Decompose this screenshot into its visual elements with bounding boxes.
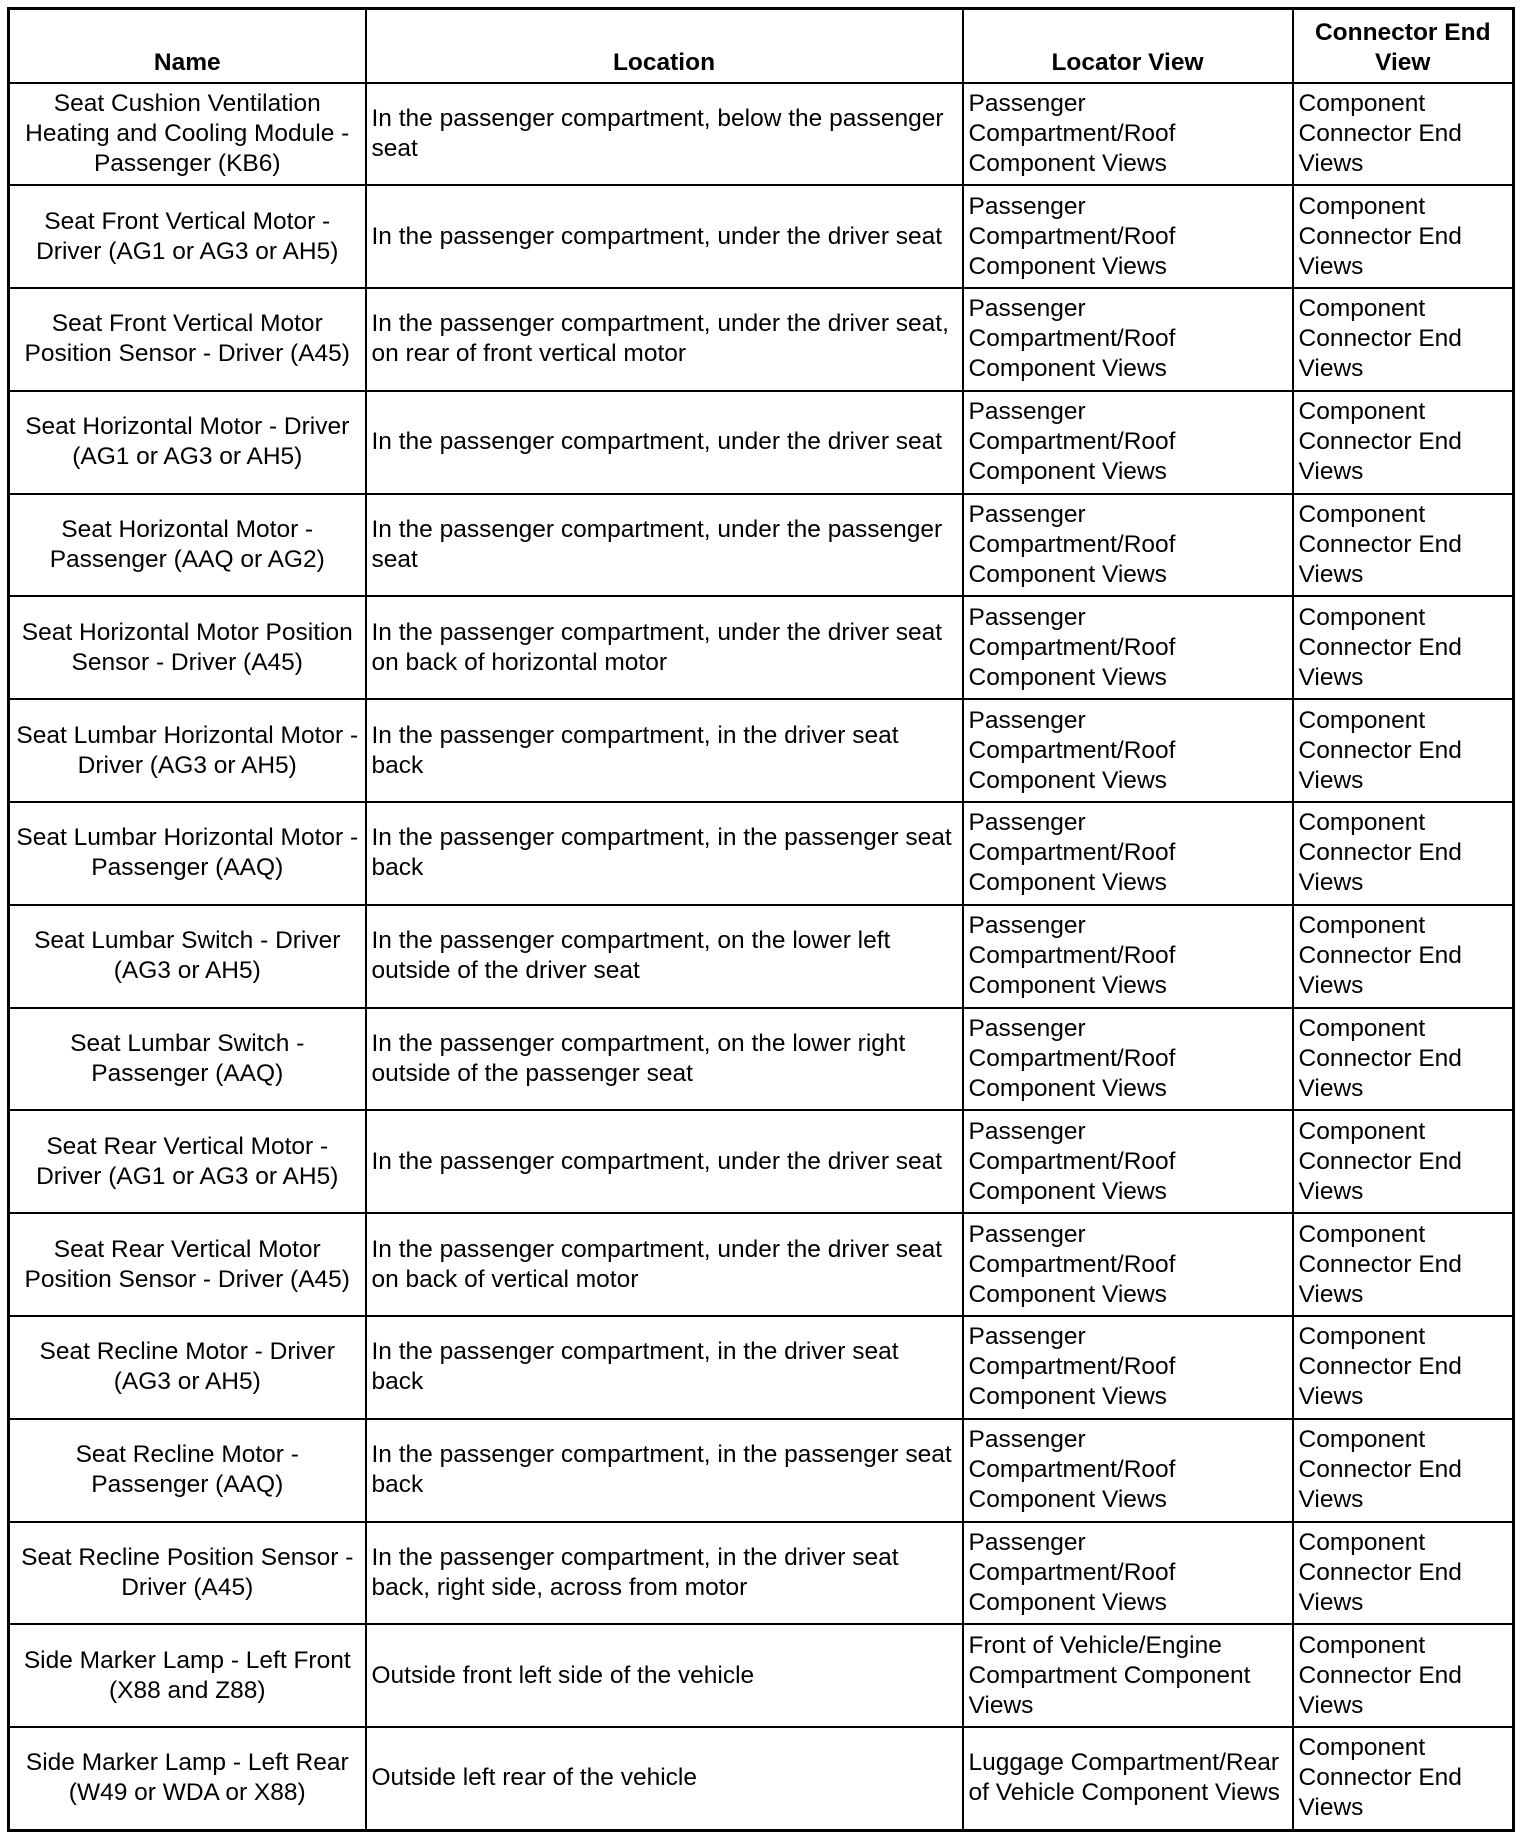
cell-location: Outside left rear of the vehicle — [366, 1727, 963, 1830]
table-row — [9, 288, 1514, 391]
table-row — [9, 83, 1514, 186]
cell-locator-view: Passenger Compartment/Roof Component Views — [963, 288, 1293, 391]
cell-connector-end-view: Component Connector End Views — [1293, 391, 1514, 494]
cell-connector-end-view: Component Connector End Views — [1293, 905, 1514, 1008]
cell-name: Side Marker Lamp - Left Rear (W49 or WDA or X88) — [9, 1727, 366, 1830]
table-row — [9, 391, 1514, 494]
cell-locator-view: Front of Vehicle/Engine Compartment Component Views — [963, 1624, 1293, 1727]
cell-connector-end-view: Component Connector End Views — [1293, 185, 1514, 288]
cell-name: Side Marker Lamp - Left Front (X88 and Z88) — [9, 1624, 366, 1727]
cell-location: In the passenger compartment, under the driver seat on back of horizontal motor — [366, 596, 963, 699]
cell-name: Seat Horizontal Motor - Passenger (AAQ or AG2) — [9, 494, 366, 597]
cell-name: Seat Lumbar Horizontal Motor - Passenger (AAQ) — [9, 802, 366, 905]
cell-locator-view: Passenger Compartment/Roof Component Views — [963, 1316, 1293, 1419]
cell-location: In the passenger compartment, under the driver seat — [366, 391, 963, 494]
cell-locator-view: Passenger Compartment/Roof Component Views — [963, 596, 1293, 699]
table-row — [9, 1316, 1514, 1419]
cell-connector-end-view: Component Connector End Views — [1293, 1624, 1514, 1727]
component-locator-table — [7, 7, 1515, 1832]
table-row — [9, 185, 1514, 288]
cell-location: In the passenger compartment, on the lower right outside of the passenger seat — [366, 1008, 963, 1111]
cell-locator-view: Passenger Compartment/Roof Component Views — [963, 905, 1293, 1008]
cell-connector-end-view: Component Connector End Views — [1293, 1110, 1514, 1213]
cell-location: In the passenger compartment, under the driver seat, on rear of front vertical motor — [366, 288, 963, 391]
cell-location: In the passenger compartment, below the passenger seat — [366, 83, 963, 186]
table-row — [9, 1624, 1514, 1727]
cell-location: In the passenger compartment, under the driver seat — [366, 1110, 963, 1213]
cell-connector-end-view: Component Connector End Views — [1293, 1213, 1514, 1316]
cell-location: In the passenger compartment, under the driver seat on back of vertical motor — [366, 1213, 963, 1316]
cell-name: Seat Lumbar Horizontal Motor - Driver (AG3 or AH5) — [9, 699, 366, 802]
cell-locator-view: Passenger Compartment/Roof Component Views — [963, 699, 1293, 802]
cell-location: In the passenger compartment, under the driver seat — [366, 185, 963, 288]
header-name: Name — [9, 9, 366, 83]
cell-locator-view: Passenger Compartment/Roof Component Views — [963, 494, 1293, 597]
cell-locator-view: Passenger Compartment/Roof Component Views — [963, 83, 1293, 186]
cell-connector-end-view: Component Connector End Views — [1293, 1522, 1514, 1625]
table-row — [9, 1727, 1514, 1830]
cell-connector-end-view: Component Connector End Views — [1293, 83, 1514, 186]
header-connector-end-view: Connector End View — [1293, 9, 1514, 83]
cell-connector-end-view: Component Connector End Views — [1293, 699, 1514, 802]
cell-connector-end-view: Component Connector End Views — [1293, 288, 1514, 391]
cell-locator-view: Passenger Compartment/Roof Component Views — [963, 1008, 1293, 1111]
cell-connector-end-view: Component Connector End Views — [1293, 596, 1514, 699]
cell-name: Seat Rear Vertical Motor Position Sensor - Driver (A45) — [9, 1213, 366, 1316]
cell-location: In the passenger compartment, under the passenger seat — [366, 494, 963, 597]
cell-locator-view: Luggage Compartment/Rear of Vehicle Component Views — [963, 1727, 1293, 1830]
cell-locator-view: Passenger Compartment/Roof Component Views — [963, 1213, 1293, 1316]
cell-locator-view: Passenger Compartment/Roof Component Views — [963, 1419, 1293, 1522]
table-row — [9, 1213, 1514, 1316]
table-row — [9, 802, 1514, 905]
cell-locator-view: Passenger Compartment/Roof Component Views — [963, 802, 1293, 905]
header-location: Location — [366, 9, 963, 83]
cell-name: Seat Recline Motor - Passenger (AAQ) — [9, 1419, 366, 1522]
cell-name: Seat Rear Vertical Motor - Driver (AG1 or AG3 or AH5) — [9, 1110, 366, 1213]
cell-location: In the passenger compartment, in the passenger seat back — [366, 802, 963, 905]
cell-name: Seat Lumbar Switch - Driver (AG3 or AH5) — [9, 905, 366, 1008]
table-row — [9, 1008, 1514, 1111]
cell-connector-end-view: Component Connector End Views — [1293, 1419, 1514, 1522]
table-row — [9, 699, 1514, 802]
cell-locator-view: Passenger Compartment/Roof Component Views — [963, 391, 1293, 494]
table-row — [9, 1110, 1514, 1213]
table-row — [9, 905, 1514, 1008]
table-row — [9, 596, 1514, 699]
cell-locator-view: Passenger Compartment/Roof Component Views — [963, 1110, 1293, 1213]
cell-locator-view: Passenger Compartment/Roof Component Views — [963, 1522, 1293, 1625]
cell-name: Seat Horizontal Motor Position Sensor - Driver (A45) — [9, 596, 366, 699]
cell-locator-view: Passenger Compartment/Roof Component Views — [963, 185, 1293, 288]
cell-location: In the passenger compartment, in the driver seat back — [366, 699, 963, 802]
cell-location: Outside front left side of the vehicle — [366, 1624, 963, 1727]
cell-location: In the passenger compartment, in the driver seat back — [366, 1316, 963, 1419]
cell-connector-end-view: Component Connector End Views — [1293, 494, 1514, 597]
cell-connector-end-view: Component Connector End Views — [1293, 802, 1514, 905]
table-row — [9, 1419, 1514, 1522]
cell-connector-end-view: Component Connector End Views — [1293, 1727, 1514, 1830]
header-locator-view: Locator View — [963, 9, 1293, 83]
cell-connector-end-view: Component Connector End Views — [1293, 1316, 1514, 1419]
table-row — [9, 1522, 1514, 1625]
cell-name: Seat Recline Motor - Driver (AG3 or AH5) — [9, 1316, 366, 1419]
cell-location: In the passenger compartment, in the passenger seat back — [366, 1419, 963, 1522]
header-row — [9, 9, 1514, 83]
cell-location: In the passenger compartment, in the driver seat back, right side, across from motor — [366, 1522, 963, 1625]
cell-name: Seat Horizontal Motor - Driver (AG1 or AG3 or AH5) — [9, 391, 366, 494]
cell-name: Seat Cushion Ventilation Heating and Cooling Module - Passenger (KB6) — [9, 83, 366, 186]
cell-connector-end-view: Component Connector End Views — [1293, 1008, 1514, 1111]
cell-name: Seat Front Vertical Motor - Driver (AG1 or AG3 or AH5) — [9, 185, 366, 288]
cell-location: In the passenger compartment, on the lower left outside of the driver seat — [366, 905, 963, 1008]
cell-name: Seat Front Vertical Motor Position Sensor - Driver (A45) — [9, 288, 366, 391]
cell-name: Seat Lumbar Switch - Passenger (AAQ) — [9, 1008, 366, 1111]
cell-name: Seat Recline Position Sensor - Driver (A45) — [9, 1522, 366, 1625]
table-row — [9, 494, 1514, 597]
